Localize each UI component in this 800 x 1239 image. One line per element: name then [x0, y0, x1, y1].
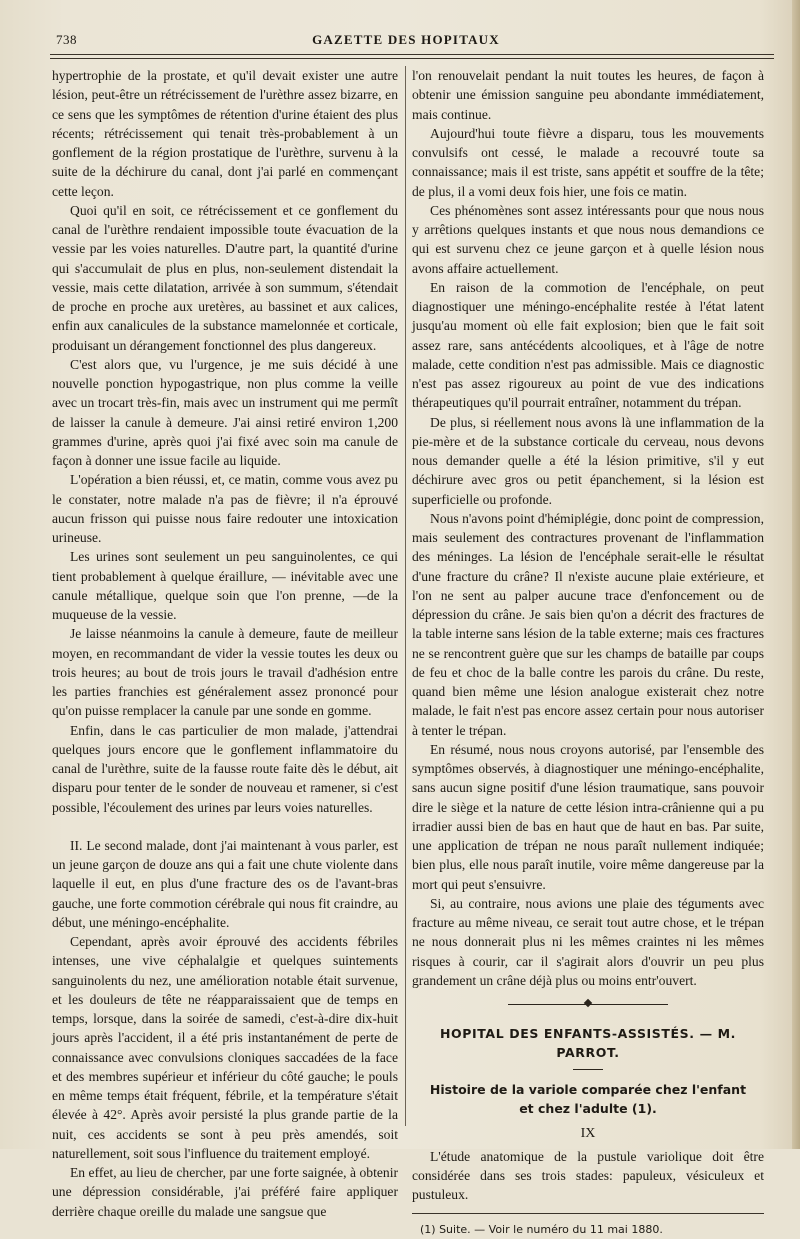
right-column — [412, 66, 764, 1239]
paragraph: Les urines sont seulement un peu sanguinolentes, ce qui tient probablement à quelque éraillure, — inévitable avec une canule métallique, quelque soin que l'on prenne, —de la muqueuse de la vessie. — [52, 549, 398, 622]
publication-title: GAZETTE DES HOPITAUX — [312, 32, 500, 47]
paragraph: L'opération a bien réussi, et, ce matin, comme vous avez pu le constater, notre malade n'a pas de fièvre; il n'a éprouvé aucun frisson qui puisse nous faire redouter une intoxication urineuse. — [52, 472, 398, 545]
paragraph: En résumé, nous nous croyons autorisé, par l'ensemble des symptômes observés, à diagnostiquer une méningo-encéphalite, sans aucun signe positif d'une lésion traumatique, sans pouvoir dire le siège et la nature de cette lésion intra-crânienne qui a pu irradier aussi bien de bas en haut que de haut en bas. Par suite, une application de trépan ne nous paraît nullement indiquée; bien plus, elle nous paraît inutile, voire même dangereuse par la mort qui peut s'ensuivre. — [412, 741, 764, 892]
paragraph: En raison de la commotion de l'encéphale, on peut diagnostiquer une méningo-encéphalite restée à l'état latent jusqu'au moment où elle fait explosion; bien que le fait soit assez rare, sans antécédents alcooliques, et à l'âge de notre malade, cette condition n'est pas admissible. Mais ce diagnostic n'est pas assez rigoureux au point de vue des indications thérapeutiques qu'il pourrait entraîner, notamment du trépan. — [412, 279, 764, 411]
chapter-number: IX — [580, 1125, 596, 1141]
paragraph: C'est alors que, vu l'urgence, je me suis décidé à une nouvelle ponction hypogastrique, non plus comme la veille avec un trocart très-fin, mais avec un instrument qui me permît de laisser la canule à demeure. J'ai ainsi retiré environ 1,200 grammes d'urine, après quoi j'ai fixé avec soin ma canule de façon à donner une issue facile au liquide. — [52, 356, 398, 468]
footnote: (1) Suite. — Voir le numéro du 11 mai 1880. — [420, 1222, 663, 1236]
paragraph: Cependant, après avoir éprouvé des accidents fébriles intenses, une vive céphalalgie et quelques suintements sanguinolents du nez, une amélioration notable était survenue, et les douleurs de tête ne réapparaissaient que de temps en temps, lorsque, dans la soirée de samedi, c'est-à-dire dix-huit jours après l'accident, il a été pris instantanément de perte de connaissance avec convulsions cloniques saccadées de la face et des membres supérieur et inférieur du côté gauche; le pouls en même temps était fréquent, fébrile, et la température s'était élevée à 42°. Après avoir persisté la plus grande partie de la nuit, ces accidents se sont à peu près amendés, soit naturellement, soit sous l'influence du traitement employé. — [52, 934, 398, 1161]
article-subtitle-line2: et chez l'adulte (1). — [519, 1100, 657, 1116]
paragraph: II. Le second malade, dont j'ai maintenant à vous parler, est un jeune garçon de douze ans qui a fait une chute violente dans laquelle il eut, en plus d'une fracture des os de l'avant-bras gauche, une forte commotion cérébrale qui nous fit craindre, au début, une méningo-encéphalite. — [52, 837, 398, 930]
paragraph: De plus, si réellement nous avons là une inflammation de la pie-mère et de la substance corticale du cerveau, nous devons nous demander quelle a été la lésion primitive, s'il y eut déchirure avec gros ou petit épanchement, si la lésion est superficielle ou profonde. — [412, 414, 764, 507]
page-edge — [792, 0, 800, 1149]
article-subtitle-line1: Histoire de la variole comparée chez l'enfant — [429, 1081, 747, 1097]
footnote-rule — [412, 1213, 764, 1214]
paragraph: Si, au contraire, nous avions une plaie des téguments avec fracture au même niveau, ce serait tout autre chose, et le trépan ne nous donnerait plus ni les mêmes craintes ni les mêmes risques à courir, car il s'agirait alors d'ouvrir un peu plus grandement un crâne déjà plus ou moins entr'ouvert. — [412, 895, 764, 988]
paragraph: L'étude anatomique de la pustule variolique doit être considérée dans ses trois stades: papuleux, vésiculeux et pustuleux. — [412, 1148, 764, 1203]
column-divider — [405, 66, 406, 1126]
paragraph: Aujourd'hui toute fièvre a disparu, tous les mouvements convulsifs ont cessé, le malade a recouvré toute sa connaissance; mais il est triste, sans appétit et souffre de la tête; de plus, il a vomi deux fois hier, une fois ce matin. — [412, 125, 764, 199]
paragraph: l'on renouvelait pendant la nuit toutes les heures, de façon à obtenir une émission sanguine peu abondante immédiatement, mais continue. — [412, 68, 764, 122]
diamond-ornament-icon — [584, 999, 592, 1007]
header-rule — [50, 54, 774, 59]
paragraph: Ces phénomènes sont assez intéressants pour que nous nous y arrêtions quelques instants et que nous nous demandions ce qui est survenu chez ce jeune garçon et à quelle lésion nous avons affaire actuellement. — [412, 202, 764, 276]
paragraph: Enfin, dans le cas particulier de mon malade, j'attendrai quelques jours encore que le gonflement inflammatoire du canal de l'urèthre, suite de la fausse route faite dès le début, ait disparu pour tenter de le sonder de nouveau et ramener, si c'est possible, l'écoulement des urines par leurs voies naturelles. — [52, 722, 398, 815]
section-heading: HOPITAL DES ENFANTS-ASSISTÉS. — M. PARROT. — [439, 1026, 737, 1061]
page-header — [40, 30, 772, 52]
paragraph: Quoi qu'il en soit, ce rétrécissement et ce gonflement du canal de l'urèthre rendaient impossible toute évacuation de la vessie par les voies naturelles. D'autre part, la quantité d'urine qui s'accumulait de plus en plus, non-seulement distendait la vessie, mais cette dilatation, arrivée à son summum, s'étendait de proche en proche aux uretères, au bassinet et aux calices, enfin aux canalicules de la substance mamelonnée et corticale, produisant un dérangement fonctionnel des plus dangereux. — [52, 202, 398, 353]
paragraph: Je laisse néanmoins la canule à demeure, faute de meilleur moyen, en recommandant de vider la vessie toutes les deux ou trois heures; au bout de trois jours le travail d'adhésion entre les parties franchies est généralement assez prononcé pour qu'on puisse remplacer la canule par une sonde en gomme. — [52, 626, 398, 719]
paragraph: En effet, au lieu de chercher, par une forte saignée, à obtenir une dépression considérable, j'ai préféré faire appliquer derrière chaque oreille du malade une sangsue que — [52, 1165, 398, 1219]
short-rule — [573, 1069, 603, 1070]
paragraph: hypertrophie de la prostate, et qu'il devait exister une autre lésion, peut-être un rétrécissement de l'urèthre assez bizarre, en ce sens que les symptômes de rétention d'urine étaient des plus récents; rétrécissement qui tenait très-probablement à un gonflement de la région prostatique de l'urèthre, survenu à la suite de la déchirure du canal, dont j'ai parlé en commençant cette leçon. — [52, 68, 398, 199]
left-column — [52, 66, 398, 1221]
paragraph: Nous n'avons point d'hémiplégie, donc point de compression, mais seulement des contractures provenant de l'inflammation des méninges. La lésion de l'encéphale serait-elle le résultat d'une fracture du crâne? Il n'existe aucune plaie extérieure, et l'on ne sent au palper aucune trace d'enfoncement ou de dépression du crâne. Je sais bien qu'on a décrit des fractures de la table interne sans lésion de la table externe; mais ces fractures ne se rencontrent guère que sur les champs de bataille par coups de feu et choc de la balle contre les parois du crâne. Du reste, quand bien même une lésion analogue existerait chez notre malade, le fait n'est pas encore assez certain pour nous autoriser à tenter le trépan. — [412, 510, 764, 738]
section-separator — [412, 1000, 764, 1010]
page-number: 738 — [56, 32, 77, 47]
paragraph-gap — [52, 817, 398, 836]
